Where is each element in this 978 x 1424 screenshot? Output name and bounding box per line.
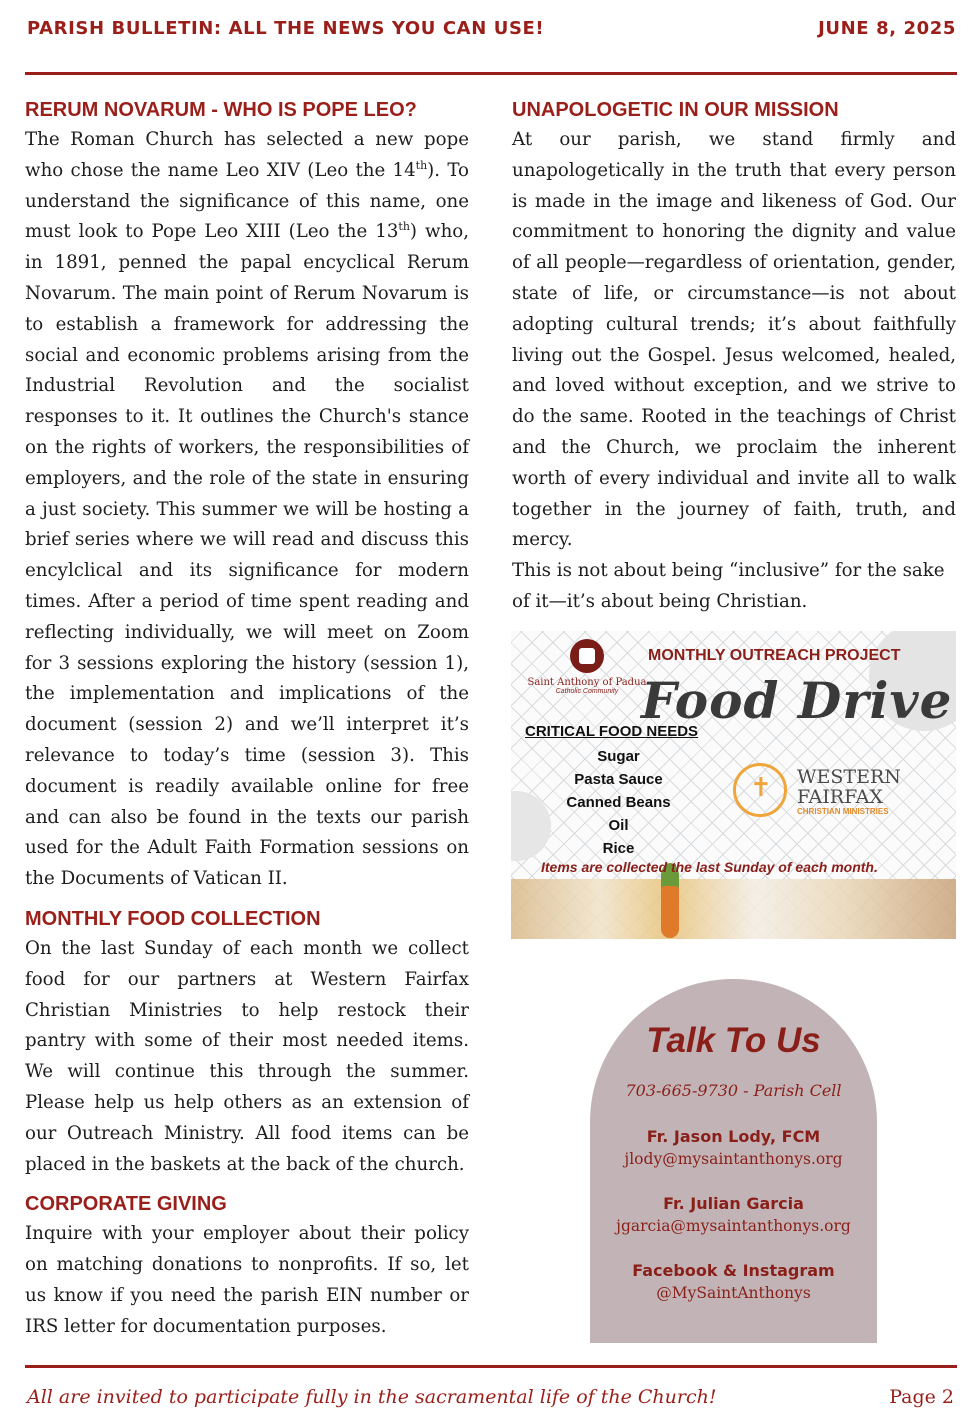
contact-email[interactable]: jgarcia@mysaintanthonys.org [616,1217,851,1235]
footer-tagline: All are invited to participate fully in the sacramental life of the Church! [27,1386,717,1408]
rerum-body: The Roman Church has selected a new pope who chose the name Leo XIV (Leo the 14th). To understand the significance of this name, one must look to Pope Leo XIII (Leo the 13th) who, in 1891, penned the papal encyclical Rerum Novarum. The main point of Rerum Novarum is to establish a framework for addressing the social and economic problems arising from the Industrial Revolution and the socialist responses to it. It outlines the Church's stance on the rights of workers, the responsibilities of employers, and the role of the state in ensuring a just society. This summer we will be hosting a brief series where we will read and discuss this encylclical and its significance for modern times. After a period of time spent reading and reflecting individually, we will meet on Zoom for 3 sessions exploring the history (session 1), the implementation and implications of the document (session 2) and we’ll interpret it’s relevance to today’s time (session 3). This document is readily available online for free and can also be found in the texts our parish used for the Adult Faith Formation sessions on the Documents of Vatican II. [25,129,470,890]
food-illustration [511,879,956,939]
contact-name: Fr. Julian Garcia [663,1194,804,1213]
need-item: Oil [608,817,629,834]
food-collection-body: On the last Sunday of each month we collect food for our partners at Western Fairfax Christian Ministries to help restock their pantry with some of their most needed items. We will continue this through the summer. Please help us help others as an extension of our Outreach Ministry. All food items can be placed in the baskets at the back of the church. [25,937,469,1175]
need-item: Canned Beans [566,794,671,811]
left-column [25,96,469,1342]
contact-email[interactable]: jlody@mysaintanthonys.org [624,1150,843,1168]
parish-seal-icon [570,639,604,673]
top-divider [25,72,957,75]
talk-to-us-panel [590,979,877,1343]
parish-phone[interactable]: 703-665-9730 - Parish Cell [625,1081,842,1100]
bulletin-title: PARISH BULLETIN: ALL THE NEWS YOU CAN USE! [27,18,545,39]
need-item: Pasta Sauce [574,771,663,788]
need-item: Rice [602,840,635,857]
parish-logo: Saint Anthony of Padua Catholic Community [523,639,651,695]
page-number: Page 2 [889,1386,954,1408]
flyer-title: Food Drive [641,671,953,730]
flyer-collection-note: Items are collected the last Sunday of each month. [541,859,878,875]
social-label: Facebook & Instagram [632,1261,835,1280]
rerum-heading: RERUM NOVARUM - WHO IS POPE LEO? [25,99,417,121]
flyer-critical-heading: CRITICAL FOOD NEEDS [525,723,699,740]
carrot-icon [661,886,679,938]
cross-icon [733,763,787,817]
mission-closing: This is not about being “inclusive” for the sake of it—it’s about being Christian. [512,560,945,612]
mission-body: At our parish, we stand firmly and unapologetically in the truth that every person is made in the image and likeness of God. Our commitment to honoring the dignity and value of all people—regardless of orientation, gender, state of life, or circumstance—is not about adopting cultural trends; it’s about faithfully living out the Gospel. Jesus welcomed, healed, and loved without exception, and we strive to do the same. Rooted in the teachings of Christ and the Church, we proclaim the inherent worth of every individual and invite all to walk together in the journey of faith, truth, and mercy. [512,129,956,551]
talk-title: Talk To Us [646,1021,821,1060]
food-drive-flyer: Saint Anthony of Padua Catholic Community MONTHLY OUTREACH PROJECT Food Drive CRITICAL FOOD NEEDS Sugar Pasta Sauce Canned Beans Oil Rice ✝ WESTERN FAIRFAX CHRISTIAN MINISTRIES Items are collected the last Sunday of each month. [511,631,956,939]
corporate-giving-heading: CORPORATE GIVING [25,1193,227,1216]
food-collection-heading: MONTHLY FOOD COLLECTION [25,907,321,930]
bottom-divider [25,1365,957,1368]
social-handle[interactable]: @MySaintAnthonys [656,1284,811,1302]
flyer-needs-list [541,745,696,860]
right-column [512,96,956,618]
flyer-project: MONTHLY OUTREACH PROJECT [648,647,901,664]
need-item: Sugar [597,748,640,765]
contact-name: Fr. Jason Lody, FCM [646,1127,821,1146]
bulletin-date: JUNE 8, 2025 [818,18,956,39]
mission-heading: UNAPOLOGETIC IN OUR MISSION [512,99,839,121]
corporate-giving-body: Inquire with your employer about their policy on matching donations to nonprofits. If so, let us know if you need the parish EIN number or IRS letter for documentation purposes. [25,1223,469,1337]
